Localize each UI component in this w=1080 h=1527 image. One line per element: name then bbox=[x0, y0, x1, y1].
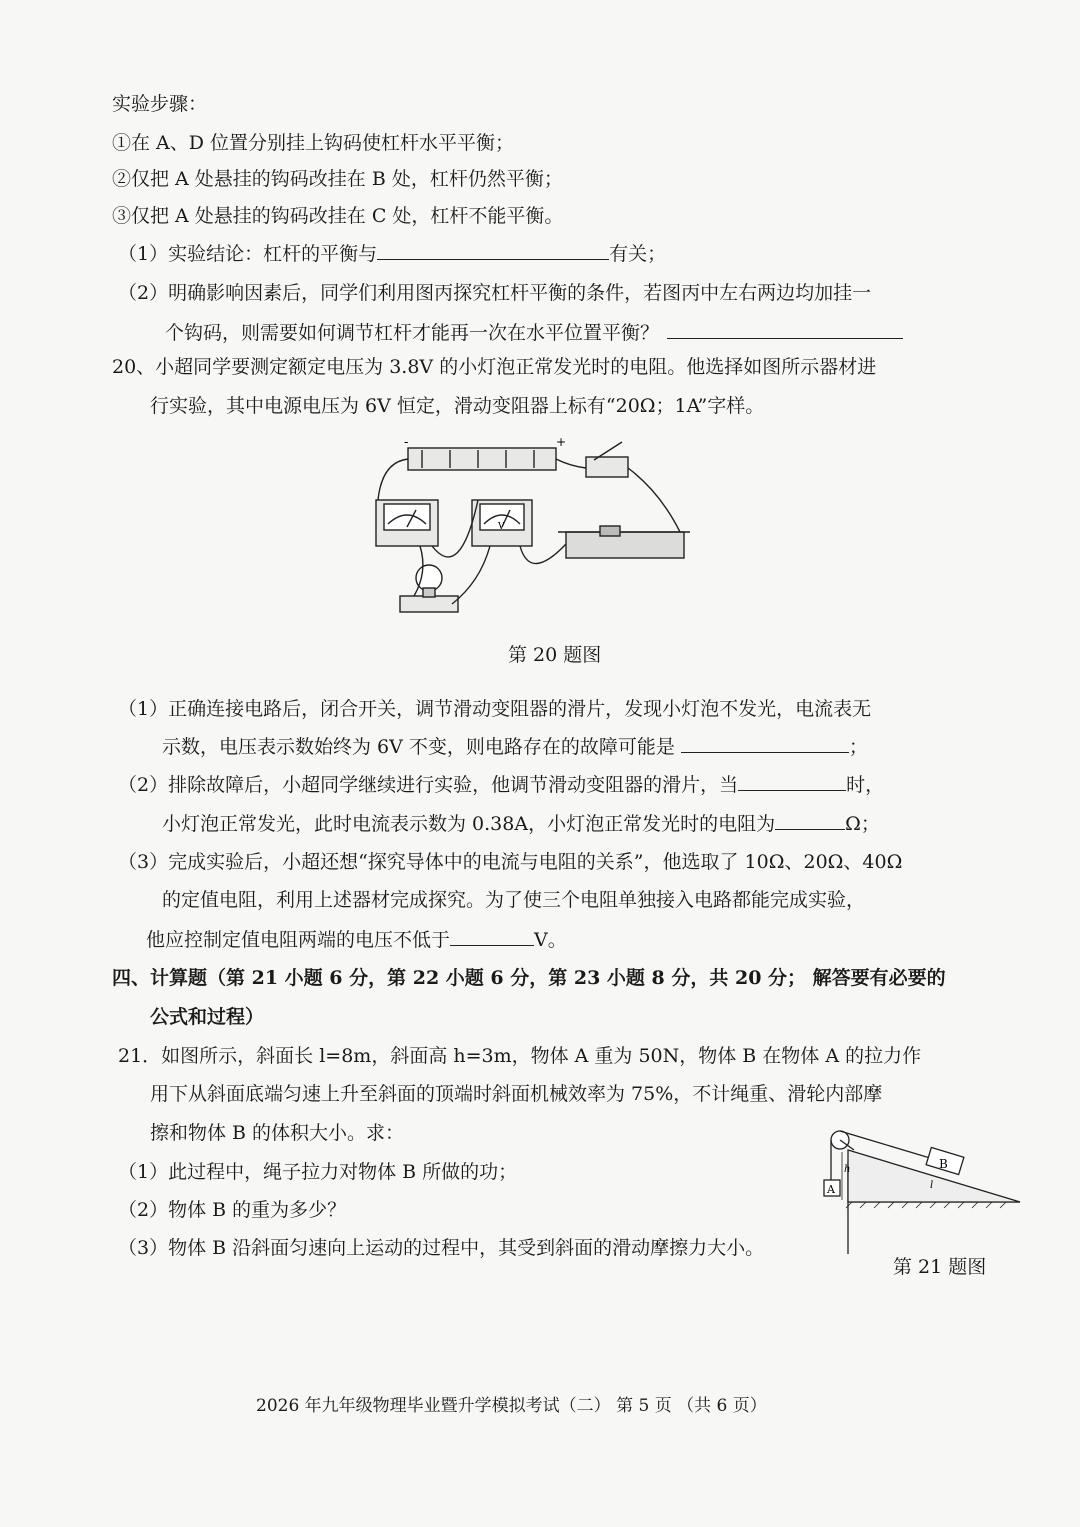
q21-sub2: （2）物体 B 的重为多少？ bbox=[118, 1199, 347, 1221]
circuit-figure bbox=[360, 432, 700, 632]
incline-figure bbox=[810, 1122, 1030, 1257]
q19-sub2-blank[interactable] bbox=[667, 320, 903, 339]
q21-line1: 21．如图所示，斜面长 l=8m，斜面高 h=3m，物体 A 重为 50N，物体 B 在物体 A 的拉力作 bbox=[118, 1045, 922, 1067]
q20-sub3-end: V。 bbox=[534, 929, 567, 951]
q20-sub1-text: 示数，电压表示数始终为 6V 不变，则电路存在的故障可能是 bbox=[162, 736, 675, 758]
q19-sub1 bbox=[118, 241, 666, 266]
rheostat bbox=[566, 532, 684, 558]
q21-line2: 用下从斜面底端匀速上升至斜面的顶端时斜面机械效率为 75%，不计绳重、滑轮内部摩 bbox=[150, 1083, 883, 1105]
q20-sub3-text: 他应控制定值电阻两端的电压不低于 bbox=[146, 929, 451, 951]
switch bbox=[586, 457, 628, 477]
q20-sub2-blank1[interactable] bbox=[738, 772, 846, 791]
lamp-bulb bbox=[416, 565, 442, 591]
q21-sub1: （1）此过程中，绳子拉力对物体 B 所做的功； bbox=[118, 1161, 518, 1183]
q20-line1: 20、小超同学要测定额定电压为 3.8V 的小灯泡正常发光时的电阻。他选择如图所示器材进 bbox=[112, 356, 877, 378]
q20-sub2-line1 bbox=[118, 772, 884, 797]
label-b: B bbox=[939, 1157, 948, 1171]
q19-sub2-line1: （2）明确影响因素后，同学们利用图丙探究杠杆平衡的条件，若图丙中左右两边均加挂一 bbox=[118, 282, 872, 304]
q20-sub3-blank[interactable] bbox=[450, 927, 534, 946]
q20-sub2-text1: （2）排除故障后，小超同学继续进行实验，他调节滑动变阻器的滑片，当 bbox=[118, 774, 739, 796]
q20-sub1-end: ； bbox=[848, 736, 868, 758]
lamp-base bbox=[400, 596, 458, 612]
section4-heading-line2: 公式和过程） bbox=[150, 1006, 265, 1028]
q20-sub3-line2: 的定值电阻，利用上述器材完成探究。为了使三个电阻单独接入电路都能完成实验， bbox=[162, 889, 866, 911]
q20-sub1-blank[interactable] bbox=[681, 734, 849, 753]
label-l: l bbox=[930, 1180, 934, 1191]
q20-sub3-line3 bbox=[146, 927, 567, 952]
q20-sub1-line1: （1）正确连接电路后，闭合开关，调节滑动变阻器的滑片，发现小灯泡不发光，电流表无 bbox=[118, 698, 872, 720]
q19-sub1-text: （1）实验结论：杠杆的平衡与 bbox=[118, 243, 378, 265]
battery-minus-label: - bbox=[404, 435, 409, 450]
steps-title: 实验步骤： bbox=[112, 93, 208, 115]
q19-sub1-end: 有关； bbox=[609, 243, 667, 265]
voltmeter-mark: V bbox=[498, 522, 505, 532]
q20-sub2-text2: 小灯泡正常发光，此时电流表示数为 0.38A，小灯泡正常发光时的电阻为 bbox=[162, 813, 776, 835]
q20-sub3-line1: （3）完成实验后，小超还想“探究导体中的电流与电阻的关系”，他选取了 10Ω、20Ω、40Ω bbox=[118, 851, 903, 873]
q20-sub2-line2 bbox=[162, 811, 880, 836]
label-h: h bbox=[844, 1164, 851, 1175]
q21-figure-caption: 第 21 题图 bbox=[893, 1256, 987, 1278]
battery-plus-label: + bbox=[556, 435, 567, 449]
step-1: ①在 A、D 位置分别挂上钩码使杠杆水平平衡； bbox=[112, 132, 515, 154]
q20-figure-caption: 第 20 题图 bbox=[508, 644, 602, 666]
section4-heading-line1: 四、计算题（第 21 小题 6 分，第 22 小题 6 分，第 23 小题 8 分，共 20 分； 解答要有必要的 bbox=[112, 967, 946, 989]
q20-sub2-blank2[interactable] bbox=[775, 811, 845, 830]
step-3: ③仅把 A 处悬挂的钩码改挂在 C 处，杠杆不能平衡。 bbox=[112, 205, 564, 227]
step-2: ②仅把 A 处悬挂的钩码改挂在 B 处，杠杆仍然平衡； bbox=[112, 168, 563, 190]
q20-sub2-end1: 时， bbox=[846, 774, 885, 796]
label-a: A bbox=[827, 1183, 835, 1196]
q19-sub1-blank[interactable] bbox=[377, 241, 609, 260]
q19-sub2-line2 bbox=[165, 320, 903, 345]
q20-sub1-line2 bbox=[162, 734, 868, 759]
q20-line2: 行实验，其中电源电压为 6V 恒定，滑动变阻器上标有“20Ω；1A”字样。 bbox=[150, 395, 765, 417]
q21-sub3: （3）物体 B 沿斜面匀速向上运动的过程中，其受到斜面的滑动摩擦力大小。 bbox=[118, 1237, 765, 1259]
page-footer: 2026 年九年级物理毕业暨升学模拟考试（二） 第 5 页 （共 6 页） bbox=[256, 1396, 767, 1416]
q20-sub2-end2: Ω； bbox=[845, 813, 880, 835]
q21-line3: 擦和物体 B 的体积大小。求： bbox=[150, 1122, 405, 1144]
q19-sub2-text: 个钩码，则需要如何调节杠杆才能再一次在水平位置平衡？ bbox=[165, 322, 660, 344]
